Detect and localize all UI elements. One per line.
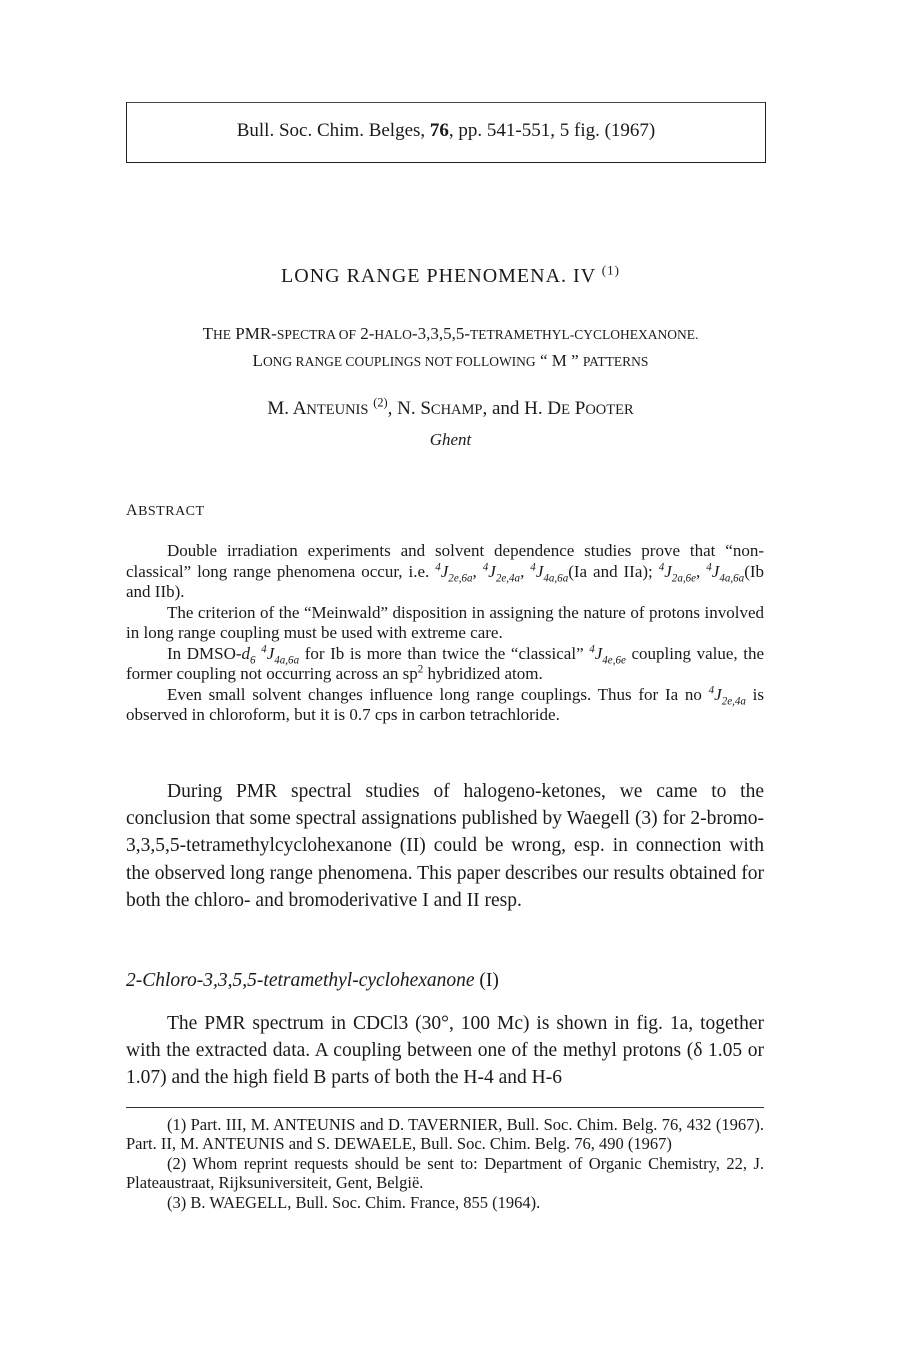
- abstract-text: (Ia and IIa);: [568, 561, 659, 581]
- section-heading: [126, 970, 499, 992]
- abstract-paragraph-2: The criterion of the “Meinwald” disposition in assigning the nature of protons involved in long range coupling must be used with extreme care.: [126, 602, 764, 642]
- title-text: LONG RANGE PHENOMENA. IV: [281, 265, 596, 287]
- abstract-text: Even small solvent changes influence long range couplings. Thus for Ia no: [167, 684, 709, 704]
- subtitle-line-1: [0, 320, 901, 348]
- subtitle-cap: L: [252, 351, 263, 370]
- abstract-text: for Ib is more than twice the “classical”: [299, 643, 590, 663]
- author-footnote-ref: (2): [373, 395, 388, 410]
- subtitle-text: -3,3,5,5-: [411, 324, 470, 343]
- subtitle-sc: ONG RANGE COUPLINGS NOT FOLLOWING: [262, 354, 536, 369]
- author-location: Ghent: [429, 430, 472, 449]
- abstract-text: hybridized atom.: [423, 664, 543, 683]
- section-title: 2-Chloro-3,3,5,5-tetramethyl-cyclohexanone: [126, 970, 475, 991]
- subtitle-cap: T: [202, 324, 214, 343]
- citation-prefix: Bull. Soc. Chim. Belges,: [236, 120, 430, 141]
- footnote-3: (3) B. WAEGELL, Bull. Soc. Chim. France, 855 (1964).: [167, 1192, 541, 1212]
- abstract-paragraph-3: [126, 644, 764, 685]
- footnote-2: (2) Whom reprint requests should be sent to: Department of Organic Chemistry, 22, J. Plateaustraat, Rijksuniversiteit, Gent, België.: [126, 1153, 764, 1193]
- subtitle-sc: PATTERNS: [582, 354, 649, 369]
- section-paragraph: The PMR spectrum in CDCl3 (30°, 100 Mc) is shown in fig. 1a, together with the extracted data. A coupling between one of the methyl protons (δ 1.05 or 1.07) and the high field B parts of both the H-4 and H-6: [126, 1013, 764, 1089]
- coupling-symbol: $^4J_{2e,6a}$, $^4J_{2e,4a}$, $^4J_{4a,6a}$: [435, 560, 569, 584]
- author-sc: CHAMP: [430, 402, 483, 418]
- author-text: , and H. D: [482, 398, 562, 419]
- author-sc: OOTER: [585, 402, 634, 418]
- section-body: [126, 1010, 764, 1092]
- abstract-heading: [126, 502, 205, 520]
- citation-volume: 76: [429, 120, 449, 141]
- abstract-text: (Ib and IIb).: [126, 561, 765, 601]
- author-sc: NTEUNIS: [306, 402, 369, 418]
- superscript-2: 2: [417, 663, 424, 676]
- author-text: M. A: [267, 398, 307, 419]
- footnote-1: (1) Part. III, M. ANTEUNIS and D. TAVERNIER, Bull. Soc. Chim. Belg. 76, 432 (1967). Part. II, M. ANTEUNIS and S. DEWAELE, Bull. Soc. Chim. Belg. 76, 490 (1967): [126, 1115, 764, 1154]
- intro-section: [126, 778, 764, 914]
- coupling-symbol: $^4J_{2e,4a}$: [708, 683, 746, 707]
- abstract-paragraph-4: [126, 685, 764, 726]
- footnotes: [126, 1115, 764, 1212]
- author-text: , N. S: [387, 398, 431, 419]
- subtitle-sc: TETRAMETHYL-CYCLOHEXANONE.: [470, 327, 699, 342]
- author-text: P: [569, 398, 586, 419]
- subtitle-sc: HALO: [374, 327, 412, 342]
- coupling-symbol: $^4J_{4e,6e}$: [589, 642, 626, 666]
- abstract-text: is observed in chloroform, but it is 0.7 cps in carbon tetrachloride.: [126, 684, 764, 724]
- article-title: [0, 262, 901, 288]
- coupling-symbol: $^4J_{2a,6e}$, $^4J_{4a,6a}$: [658, 560, 745, 584]
- subtitle-line-2: [0, 347, 901, 375]
- section-title-suffix: (I): [474, 970, 499, 991]
- abstract-text: In DMSO-: [167, 643, 242, 663]
- author-sc: E: [561, 402, 570, 418]
- subtitle-sc: SPECTRA OF: [276, 327, 356, 342]
- abstract-text: Double irradiation experiments and solvent dependence studies prove that “non-classical” long range phenomena occur, i.e.: [126, 541, 764, 581]
- citation-line: [127, 120, 765, 142]
- subtitle-sc: HE: [213, 327, 232, 342]
- abstract-heading-sc: BSTRACT: [138, 504, 205, 519]
- coupling-symbol: $d_6$ $^4J_{4a,6a}$: [241, 642, 300, 666]
- citation-suffix: , pp. 541-551, 5 fig. (1967): [448, 120, 656, 141]
- abstract-text: coupling value, the former coupling not occurring across an sp: [126, 643, 765, 683]
- abstract-body: [126, 541, 764, 726]
- abstract-heading-cap: A: [126, 502, 139, 519]
- subtitle-text: 2-: [356, 324, 375, 343]
- abstract-paragraph-1: [126, 541, 764, 603]
- citation-box: [126, 102, 766, 163]
- subtitle-text: “ M ”: [535, 351, 583, 370]
- intro-paragraph: During PMR spectral studies of halogeno-ketones, we came to the conclusion that some spectral assignations published by Waegell (3) for 2-bromo-3,3,5,5-tetramethylcyclohexanone (II) could be wrong, esp. in connection with the observed long range phenomena. This paper describes our results obtained for both the chloro- and bromoderivative I and II resp.: [126, 781, 764, 911]
- author-line: [0, 395, 901, 420]
- title-footnote-ref: (1): [601, 262, 620, 278]
- subtitle-text: PMR-: [231, 324, 277, 343]
- footnote-divider: [126, 1107, 764, 1108]
